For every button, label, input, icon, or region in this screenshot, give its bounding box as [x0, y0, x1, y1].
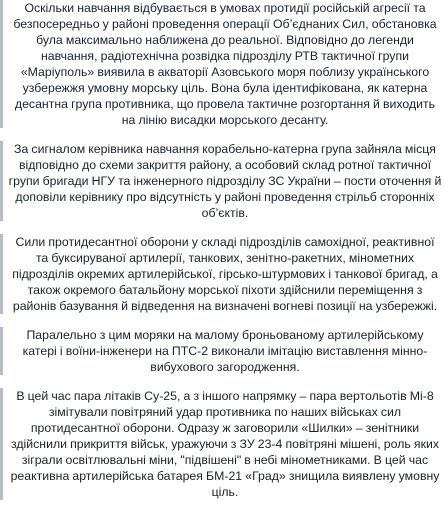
paragraph-cordon: За сигналом керівника навчання корабельно-катерна група зайняла місця відповідно до схеми закриття району, а особовий склад ротної тактичної групи бригади НГУ та інженерного підрозділу ЗС України – пости оточення й доповіли керівнику про відсутність у районі проведення стрільб сторонніх об’єктів.: [0, 141, 442, 221]
paragraph-defense-forces: Сили протидесантної оборони у складі підрозділів самохідної, реактивної та буксируваної артилерії, танкових, зенітно-ракетних, мінометних підрозділів окремих артилерійської, гірсько-штурмових і танкової бригад, а також окремого батальйону морської піхоти здійснили переміщення з районів базування й відведення на визначені вогневі позиції на узбережжі.: [0, 234, 442, 314]
paragraph-intro: Оскільки навчання відбувається в умовах протидії російській агресії та безпосередньо у районі проведення операції Об’єднаних Сил, обстановка була максимально наближена до реальної. Відповідно до легенди навчання, радіотехнічна розвідка підрозділу РТВ тактичної групи «Маріуполь» виявила в акваторії Азовського моря поблизу українського узбережжя умовну морську ціль. Вона була ідентифікована, як катерна десантна група противника, що провела тактичне розгортання й виходить на лінію висадки морського десанту.: [0, 0, 442, 128]
paragraph-air-strike: В цей час пара літаків Су-25, а з іншого напрямку – пара вертольотів Мі-8 зімітували повітряний удар противника по наших військах сил протидесантної оборони. Одразу ж заговорили «Шилки» – зенітники здійснили прикриття військ, уражуючи з ЗУ 23-4 повітряні мішені, роль яких зіграли освітлювальні міни, "підвішені" в небі мінометниками. В цей час реактивна артилерійська батарея БМ-21 «Град» знищила виявлену умовну ціль.: [0, 388, 442, 500]
paragraph-mine-imitation: Паралельно з цим моряки на малому броньованому артилерійському катері і воїни-інженери на ПТС-2 виконали імітацію виставлення мінно-вибухового загородження.: [0, 327, 442, 375]
